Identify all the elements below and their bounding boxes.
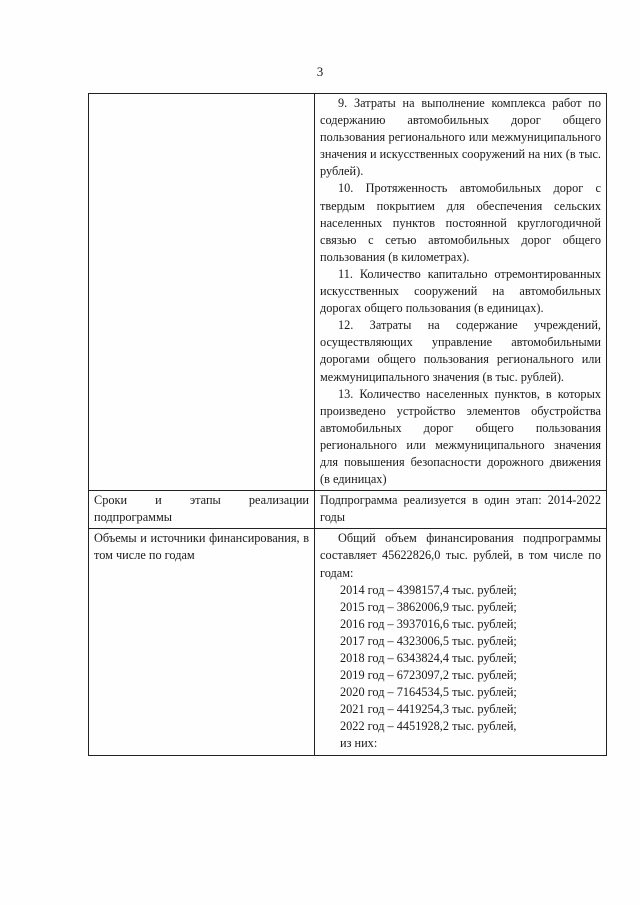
funding-intro: Общий объем финансирования подпрограммы составляет 45622826,0 тыс. рублей, в том числе по годам: [320,531,601,580]
row3-label-cell [89,529,315,755]
funding-year-2016: 2016 год – 3937016,6 тыс. рублей; [340,616,517,631]
row1-label-cell [89,94,315,491]
passport-table [88,93,607,756]
funding-year-2020: 2020 год – 7164534,5 тыс. рублей; [340,685,517,700]
funding-year-2021: 2021 год – 4419254,3 тыс. рублей; [340,702,517,717]
table-row [89,491,607,529]
terms-value: Подпрограмма реализуется в один этап: 2014-2022 годы [320,493,601,525]
funding-year-2014: 2014 год – 4398157,4 тыс. рублей; [340,582,517,597]
funding-tail: из них: [340,736,378,751]
funding-year-2015: 2015 год – 3862006,9 тыс. рублей; [340,599,517,614]
indicator-item-10: 10. Протяженность автомобильных дорог с твердым покрытием для обеспечения сельских населенных пунктов постоянной круглогодичной связью с сетью автомобильных дорог общего пользования (в километрах). [320,181,601,264]
terms-label: Сроки и этапы реализации подпрограммы [94,493,309,525]
row1-value-cell [315,94,607,491]
indicator-item-9: 9. Затраты на выполнение комплекса работ по содержанию автомобильных дорог общего пользования регионального или межмуниципального значения и искусственных сооружений на них (в тыс. рублей). [320,96,601,179]
table-row [89,529,607,755]
row2-value-cell [315,491,607,529]
row2-label-cell [89,491,315,529]
funding-year-2022: 2022 год – 4451928,2 тыс. рублей, [340,719,517,734]
indicator-item-11: 11. Количество капитально отремонтированных искусственных сооружений на автомобильных дорогах общего пользования (в единицах). [320,266,601,316]
indicator-item-13: 13. Количество населенных пунктов, в которых произведено устройство элементов обустройства автомобильных дорог общего пользования регионального или межмуниципального значения для повышения безопасности дорожного движения (в единицах) [320,386,601,487]
funding-year-2017: 2017 год – 4323006,5 тыс. рублей; [340,633,517,648]
page-number: 3 [316,64,324,79]
row3-value-cell [315,529,607,755]
table-row [89,94,607,491]
funding-year-2019: 2019 год – 6723097,2 тыс. рублей; [340,668,517,683]
funding-year-2018: 2018 год – 6343824,4 тыс. рублей; [340,651,517,665]
funding-label: Объемы и источники финансирования, в том числе по годам [94,531,309,563]
indicator-item-12: 12. Затраты на содержание учреждений, осуществляющих управление автомобильными дорогами общего пользования регионального или межмуниципального значения (в тыс. рублей). [320,318,601,384]
